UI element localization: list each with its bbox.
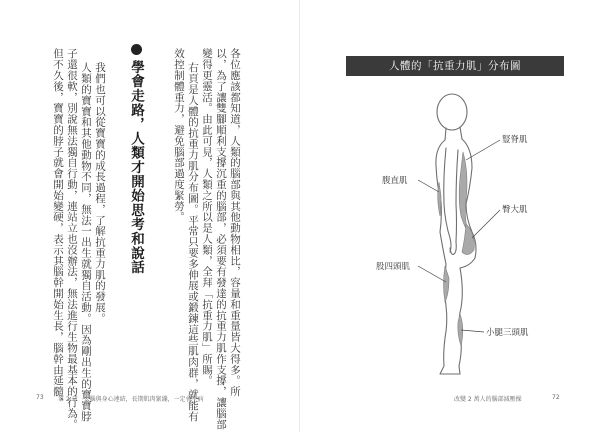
- paragraph1-line-5: 效控制體重力，避免腦部過度緊勞。: [173, 48, 185, 223]
- label-triceps-surae: 小腿三頭肌: [486, 328, 529, 338]
- right-book-title: 改變 2 萬人的腦部減壓操: [454, 396, 522, 403]
- paragraph1-line-4: 右頁是人體的抗重力肌分布圖。平常只要多伸展或鍛鍊這些肌肉群，就能有: [187, 62, 199, 422]
- label-erector-spinae: 豎脊肌: [502, 135, 528, 145]
- paragraph1-line-3: 變得更靈活。由此可見，人類之所以是人類，全拜「抗重力肌」所賜。: [201, 48, 213, 386]
- paragraph2-line-1: 我們也可以從寶寶的成長過程，了解抗重力肌的發展。: [94, 62, 106, 324]
- bullet-icon: [131, 44, 142, 55]
- label-leader-lines: [418, 140, 500, 332]
- right-page: [300, 0, 600, 432]
- paragraph2-line-2: 人類的寶寶和其他動物不同，無法一出生就獨自活動。因為剛出生的寶寶脖: [80, 62, 92, 422]
- figure-title: 人體的「抗重力肌」分布圖: [346, 56, 564, 76]
- paragraph1-line-1: 各位應該都知道，人類的腦部與其他動物相比，容量和重量皆大得多。所: [229, 48, 241, 397]
- paragraph1-line-2: 以，為了讓雙腳順利支撐沉重的腦部，必須要有發達的抗重力肌作支撐，讓腦部: [215, 48, 227, 430]
- rectus-abdominis-muscle: [438, 182, 441, 216]
- label-gluteus-maximus: 臀大肌: [502, 205, 528, 215]
- left-page-number: 73: [36, 394, 44, 401]
- body-figure-illustration: [300, 82, 600, 382]
- label-quadriceps: 股四頭肌: [376, 262, 411, 272]
- quadriceps-muscle: [444, 266, 450, 302]
- section-heading: [129, 44, 142, 275]
- paragraph2-line-4: 但不久後，寶寶的脖子就會開始變硬，表示其腦幹開始生長，腦幹由延髓、: [52, 48, 64, 408]
- paragraph2-line-3: 子還很軟，別說無法獨自行動，連站立也沒辦法，無法進行生物最基本的行為。: [66, 48, 78, 430]
- right-page-number: 72: [552, 394, 560, 401]
- gluteus-maximus-muscle: [462, 224, 474, 255]
- section-heading-text: 學會走路，人類才開始思考和說話: [128, 60, 144, 275]
- label-rectus-abdominis: 腹直肌: [382, 176, 408, 186]
- erector-spinae-muscle: [459, 152, 468, 232]
- left-chapter-title: 第 2 章 大腦與身心連結，長期肌肉緊繃，一定會生病: [58, 396, 204, 403]
